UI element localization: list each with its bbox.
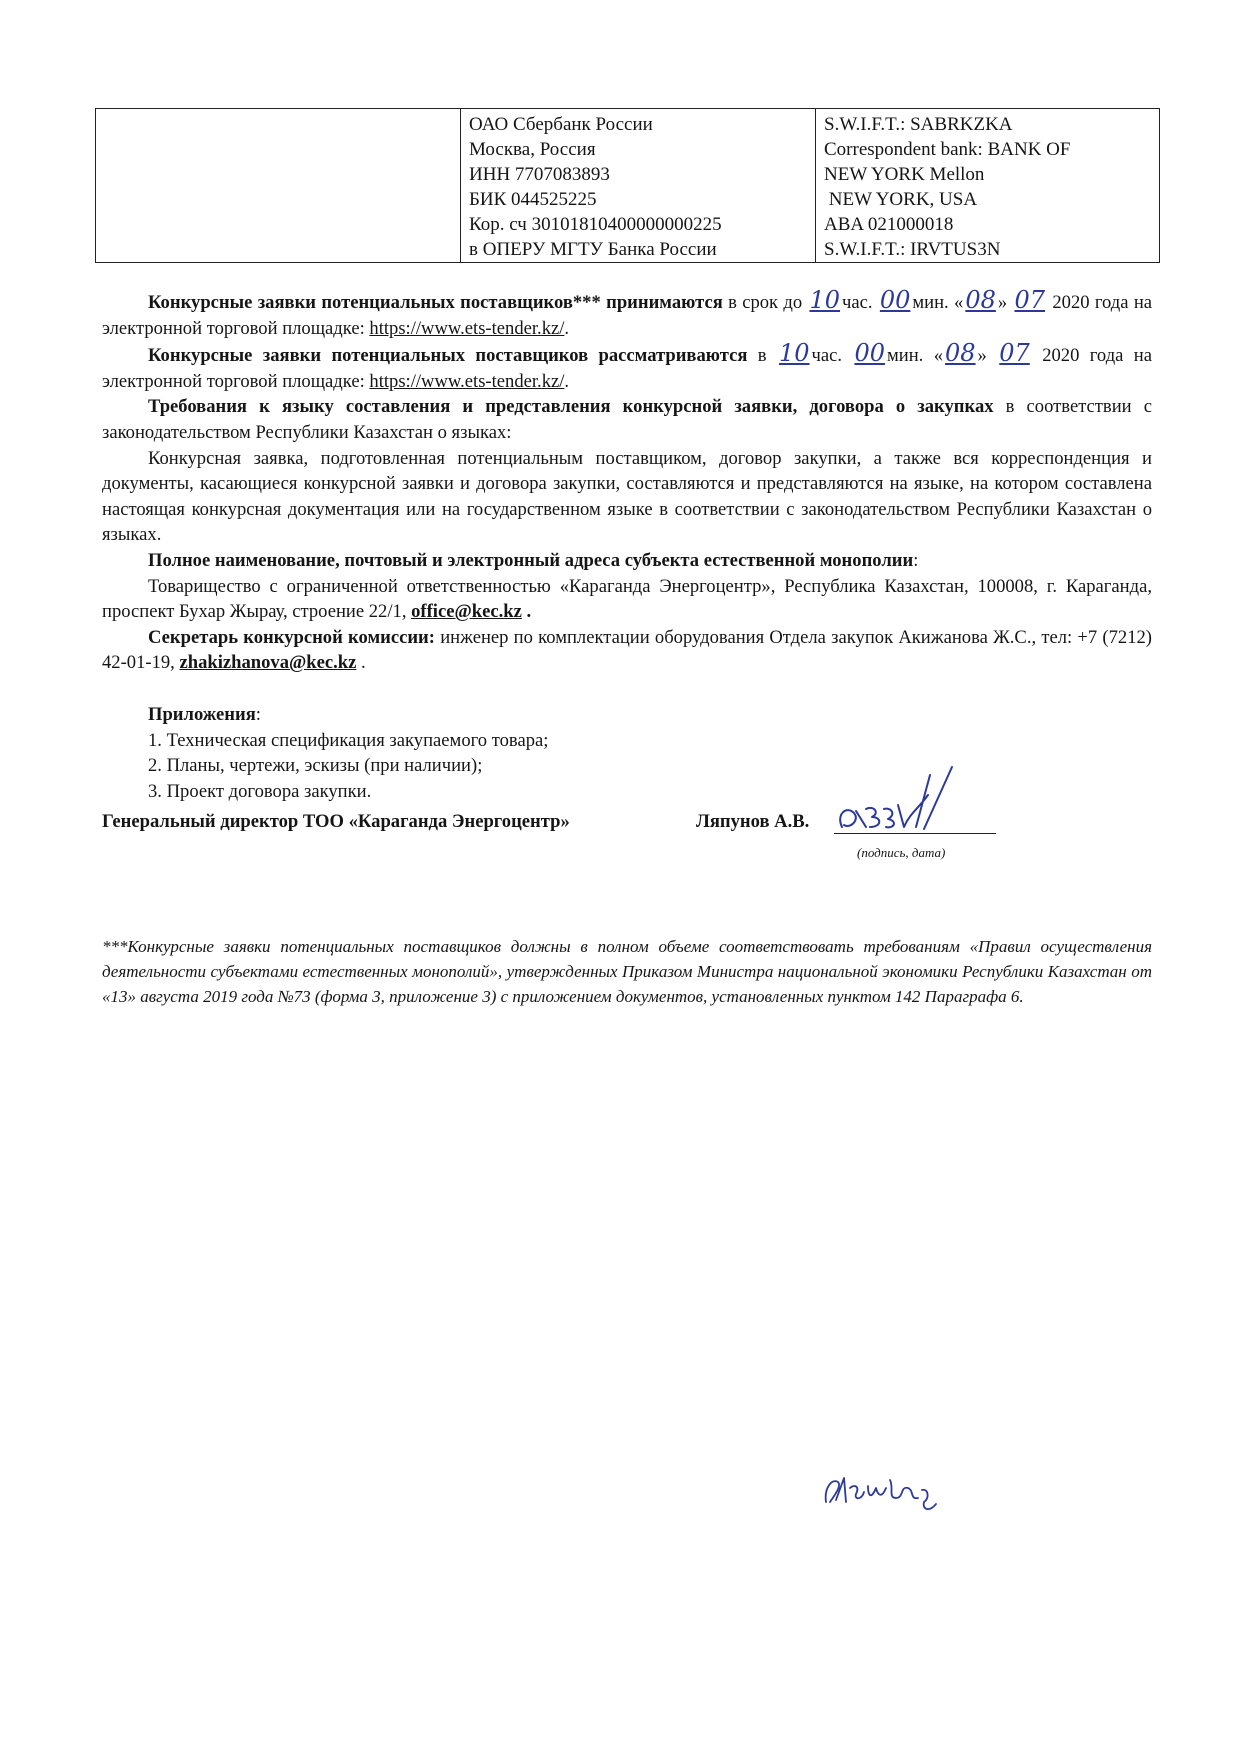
handwritten-initials-icon — [818, 1458, 968, 1518]
text: . — [564, 317, 570, 339]
bold-text: Конкурсные заявки потенциальных поставщиков*** — [148, 292, 601, 313]
table-cell-swift — [816, 109, 1160, 263]
bold-text: Конкурсные заявки потенциальных поставщиков рассматриваются — [148, 345, 748, 367]
text: час. — [811, 345, 853, 367]
handwritten-minute: 00 — [854, 339, 885, 368]
handwritten-minute: 00 — [879, 286, 911, 314]
sberbank-line: ИНН 7707083893 — [469, 164, 610, 185]
tender-link[interactable]: https://www.ets-tender.kz/ — [369, 317, 565, 339]
handwritten-signature-icon — [832, 765, 992, 841]
text: . — [356, 652, 366, 674]
text: инженер по комплектации оборудования Отдела закупок Акижанова Ж.С., тел: +7 (7212) 42-01-19, — [102, 626, 1152, 674]
text: в срок до — [722, 292, 808, 313]
sberbank-line: БИК 044525225 — [469, 189, 597, 210]
text: в — [747, 345, 777, 367]
text: . — [521, 601, 532, 623]
text: : — [255, 703, 261, 725]
paragraph-language-requirements — [102, 394, 1152, 445]
handwritten-day: 08 — [965, 286, 996, 314]
office-email-link[interactable]: office@kec.kz — [411, 601, 522, 623]
list-item: 2. Планы, чертежи, эскизы (при наличии); — [148, 755, 483, 777]
sberbank-line: ОАО Сбербанк России — [469, 114, 653, 135]
text: мин. « — [912, 292, 964, 313]
appendix-list — [148, 702, 1152, 804]
table-row — [96, 109, 1160, 263]
list-item: 1. Техническая спецификация закупаемого товара; — [148, 729, 549, 751]
handwritten-month: 07 — [999, 339, 1030, 368]
sberbank-line: в ОПЕРУ МГТУ Банка России — [469, 239, 717, 260]
paragraph-address-heading — [102, 548, 1152, 574]
list-item: 3. Проект договора закупки. — [148, 780, 372, 802]
text: мин. « — [886, 345, 943, 367]
bank-details-table — [95, 108, 1160, 263]
handwritten-hour: 10 — [809, 286, 841, 314]
paragraph-acceptance — [102, 288, 1152, 341]
spacer — [102, 676, 1152, 702]
bold-text: Секретарь конкурсной комиссии: — [148, 626, 435, 648]
handwritten-day: 08 — [945, 339, 976, 368]
tender-link[interactable]: https://www.ets-tender.kz/ — [369, 370, 565, 392]
text: час. — [842, 292, 878, 313]
swift-line: S.W.I.F.T.: SABRKZKA — [824, 114, 1013, 135]
signatory-role: Генеральный директор ТОО «Караганда Энергоцентр» — [102, 811, 570, 832]
swift-line: ABA 021000018 — [824, 214, 954, 235]
table-cell-empty — [96, 109, 461, 263]
swift-line: NEW YORK Mellon — [824, 164, 985, 185]
table-cell-sberbank — [461, 109, 816, 263]
paragraph-language-details: Конкурсная заявка, подготовленная потенциальным поставщиком, договор закупки, а также вся корреспонденция и документы, касающиеся конкурсной заявки и договора закупки, составляются и представляются на языке, на котором составлена настоящая конкурсная документация или на государственном языке в соответствии с законодательством Республики Казахстан о языках. — [102, 447, 1152, 546]
signature-block — [102, 811, 1152, 881]
text: . — [564, 370, 570, 392]
handwritten-hour: 10 — [778, 339, 810, 368]
signature-caption: (подпись, дата) — [857, 845, 946, 860]
handwritten-month: 07 — [1014, 286, 1046, 314]
sberbank-line: Москва, Россия — [469, 139, 596, 160]
sberbank-line: Кор. сч 30101810400000000225 — [469, 214, 722, 235]
document-body — [102, 288, 1152, 804]
text: 2020 года на электронной торговой площадке: — [102, 345, 1153, 392]
swift-line: S.W.I.F.T.: IRVTUS3N — [824, 239, 1001, 260]
swift-line: NEW YORK, USA — [824, 189, 978, 210]
bold-text: Требования к языку составления и представления конкурсной заявки, договора о закупках — [148, 396, 994, 418]
swift-line: Correspondent bank: BANK OF — [824, 139, 1071, 160]
text: : — [913, 549, 919, 571]
footnote: ***Конкурсные заявки потенциальных поставщиков должны в полном объеме соответствовать требованиям «Правил осуществления деятельности субъектами естественных монополий», утвержденных Приказом Министра национальной экономики Республики Казахстан от «13» августа 2019 года №73 (форма 3, приложение 3) с приложением документов, установленных пунктом 142 Параграфа 6. — [102, 937, 1152, 1006]
bold-text: Приложения — [148, 703, 256, 725]
paragraph-secretary — [102, 625, 1152, 676]
signatory-name: Ляпунов А.В. — [696, 811, 810, 832]
appendix-title — [148, 702, 1152, 728]
text: » — [977, 345, 998, 367]
paragraph-review — [102, 341, 1152, 394]
text: в соответствии с законодательством Республики Казахстан о языках: — [102, 396, 1152, 443]
bold-text: Полное наименование, почтовый и электронный адреса субъекта естественной монополии — [148, 549, 914, 571]
bold-text: принимаются — [606, 292, 723, 313]
secretary-email-link[interactable]: zhakizhanova@kec.kz — [179, 652, 357, 674]
text: » — [997, 292, 1013, 313]
text: 2020 года на электронной торговой площадке: — [102, 292, 1153, 339]
signature-line — [834, 833, 996, 834]
text: Товарищество с ограниченной ответственностью «Караганда Энергоцентр», Республика Казахстан, 100008, г. Караганда, проспект Бухар Жырау, строение 22/1, — [102, 575, 1152, 623]
paragraph-address — [102, 574, 1152, 625]
